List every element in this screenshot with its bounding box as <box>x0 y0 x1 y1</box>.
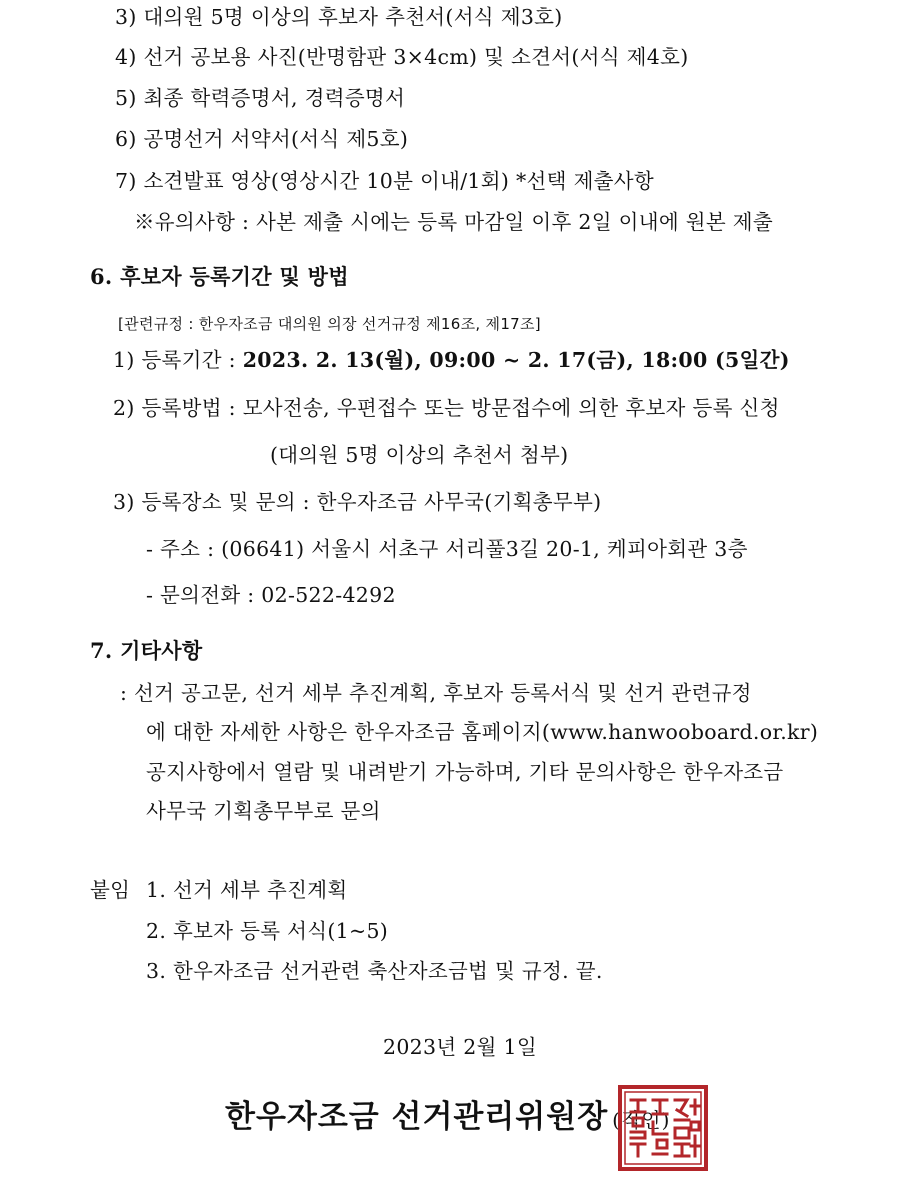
section5-item-3: 3) 대의원 5명 이상의 후보자 추천서(서식 제3호) <box>115 5 563 29</box>
official-seal-stamp <box>617 1084 709 1172</box>
registration-period-label: 1) 등록기간 : <box>113 348 243 372</box>
section7-line-1: : 선거 공고문, 선거 세부 추진계획, 후보자 등록서식 및 선거 관련규정 <box>120 681 752 705</box>
section7-heading: 7. 기타사항 <box>90 638 203 663</box>
section6-reference: [관련규정 : 한우자조금 대의원 의장 선거규정 제16조, 제17조] <box>118 315 541 333</box>
signature-name: 한우자조금 선거관리위원장 <box>225 1099 609 1135</box>
section5-item-4: 4) 선거 공보용 사진(반명함판 3×4cm) 및 소견서(서식 제4호) <box>115 45 689 69</box>
registration-period-value: 2023. 2. 13(월), 09:00 ~ 2. 17(금), 18:00 (5일간) <box>242 348 790 372</box>
section5-note: ※유의사항 : 사본 제출 시에는 등록 마감일 이후 2일 이내에 원본 제출 <box>134 210 774 234</box>
attachment-item-3: 3. 한우자조금 선거관련 축산자조금법 및 규정. 끝. <box>146 959 603 983</box>
section5-item-7: 7) 소견발표 영상(영상시간 10분 이내/1회) *선택 제출사항 <box>115 169 654 193</box>
section7-line-3: 공지사항에서 열람 및 내려받기 가능하며, 기타 문의사항은 한우자조금 <box>146 760 784 784</box>
section7-line-2: 에 대한 자세한 사항은 한우자조금 홈페이지(www.hanwooboard.or.kr) <box>146 720 819 744</box>
registration-method: 2) 등록방법 : 모사전송, 우편접수 또는 방문접수에 의한 후보자 등록 신청 <box>113 396 780 420</box>
seal-mark: (직인) <box>612 1108 671 1132</box>
signature-title <box>225 1099 671 1135</box>
registration-address: - 주소 : (06641) 서울시 서초구 서리풀3길 20-1, 케피아회관 3층 <box>146 537 748 561</box>
attachment-item-2: 2. 후보자 등록 서식(1~5) <box>146 919 389 943</box>
document-date: 2023년 2월 1일 <box>383 1035 537 1059</box>
section5-item-6: 6) 공명선거 서약서(서식 제5호) <box>115 127 409 151</box>
registration-period <box>113 347 790 373</box>
section5-item-5: 5) 최종 학력증명서, 경력증명서 <box>115 86 406 110</box>
registration-phone: - 문의전화 : 02-522-4292 <box>146 583 396 607</box>
registration-place: 3) 등록장소 및 문의 : 한우자조금 사무국(기획총무부) <box>113 490 602 514</box>
section7-line-4: 사무국 기획총무부로 문의 <box>146 799 381 823</box>
section6-heading: 6. 후보자 등록기간 및 방법 <box>90 264 349 289</box>
attachments-label: 붙임 <box>90 878 131 902</box>
attachment-item-1: 1. 선거 세부 추진계획 <box>146 878 348 902</box>
registration-method-sub: (대의원 5명 이상의 추천서 첨부) <box>270 443 569 467</box>
